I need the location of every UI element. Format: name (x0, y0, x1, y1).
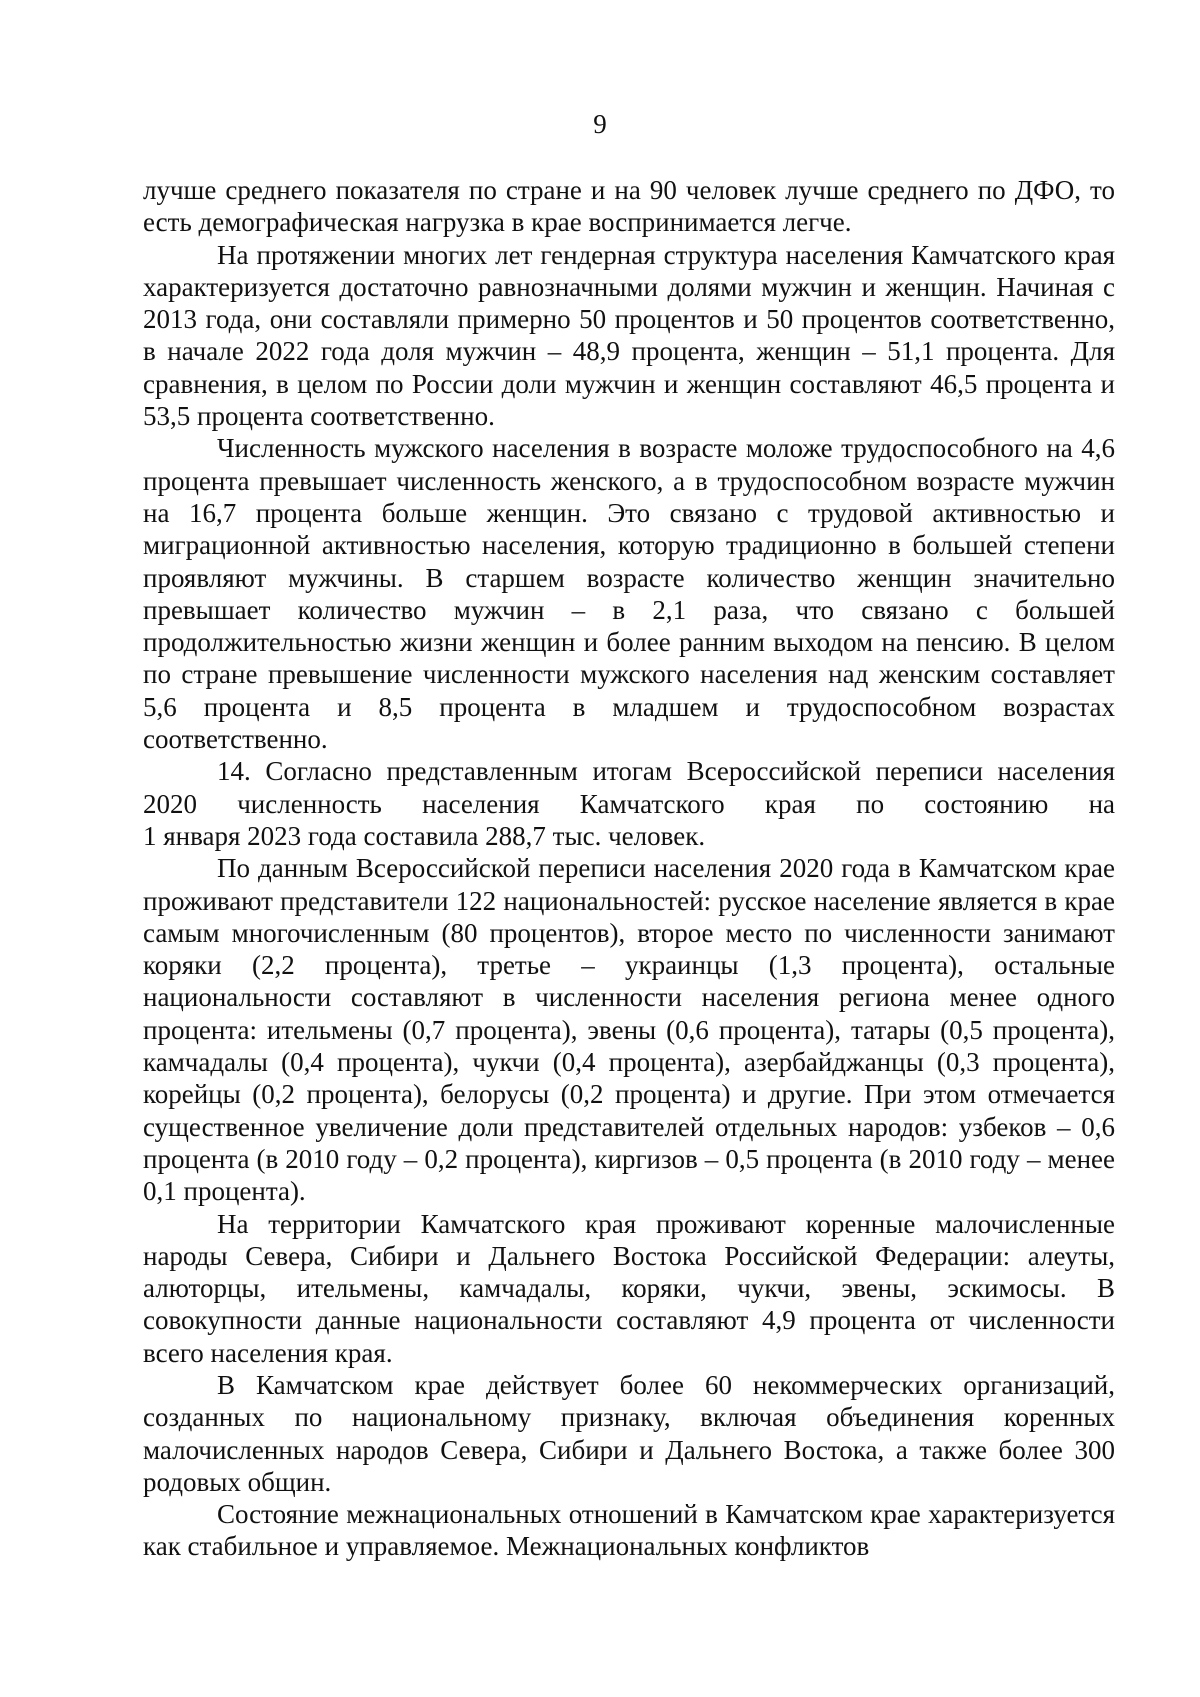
paragraph-census-population: 14. Согласно представленным итогам Всероссийской переписи населения 2020 численность населения Камчатского края по состоянию на (143, 756, 1115, 819)
paragraph-nonprofit-organizations: В Камчатском крае действует более 60 некоммерческих организаций, созданных по национальному признаку, включая объединения коренных малочисленных народов Севера, Сибири и Дальнего Востока, а также более 300 родовых общин. (143, 1369, 1115, 1497)
paragraph-nationalities: По данным Всероссийской переписи населения 2020 года в Камчатском крае проживают представители 122 национальностей: русское население является в крае самым многочисленным (80 процентов), второе место по численности занимают коряки (2,2 процента), третье – украинцы (1,3 процента), остальные национальности составляют в численности населения региона менее одного процента: ительмены (0,7 процента), эвены (0,6 процента), татары (0,5 процента), камчадалы (0,4 процента), чукчи (0,4 процента), азербайджанцы (0,3 процента), корейцы (0,2 процента), белорусы (0,2 процента) и другие. При этом отмечается существенное увеличение доли представителей отдельных народов: узбеков – 0,6 процента (в 2010 году – 0,2 процента), киргизов – 0,5 процента (в 2010 году – менее 0,1 процента). (143, 853, 1115, 1207)
paragraph-male-population: Численность мужского населения в возрасте моложе трудоспособного на 4,6 процента превышает численность женского, а в трудоспособном возрасте мужчин на 16,7 процента больше женщин. Это связано с трудовой активностью и миграционной активностью населения, которую традиционно в большей степени проявляют мужчины. В старшем возрасте количество женщин значительно превышает количество мужчин – в 2,1 раза, что связано с большей продолжительностью жизни женщин и более ранним выходом на пенсию. В целом по стране превышение численности мужского населения над женским составляет 5,6 процента и 8,5 процента в младшем и трудоспособном возрастах соответственно. (143, 433, 1115, 755)
paragraph-gender-structure: На протяжении многих лет гендерная структура населения Камчатского края характеризуется достаточно равнозначными долями мужчин и женщин. Начиная с 2013 года, они составляли примерно 50 процентов и 50 процентов соответственно, в начале 2022 года доля мужчин – 48,9 процента, женщин – 51,1 процента. Для сравнения, в целом по России доли мужчин и женщин составляют 46,5 процента и 53,5 процента соответственно. (143, 239, 1115, 432)
paragraph-indigenous-peoples: На территории Камчатского края проживают коренные малочисленные народы Севера, Сибири и Дальнего Востока Российской Федерации: алеуты, алюторцы, ительмены, камчадалы, коряки, чукчи, эвены, эскимосы. В совокупности данные национальности составляют 4,9 процента от численности всего населения края. (143, 1208, 1115, 1368)
paragraph-interethnic-relations: Состояние межнациональных отношений в Камчатском крае характеризуется как стабильное и управляемое. Межнациональных конфликтов (143, 1499, 1115, 1562)
paragraph-census-population-end: 1 января 2023 года составила 288,7 тыс. человек. (143, 820, 706, 851)
document-body (143, 174, 1115, 1563)
page-number: 9 (593, 109, 607, 139)
paragraph-continued: лучше среднего показателя по стране и на 90 человек лучше среднего по ДФО, то есть демографическая нагрузка в крае воспринимается легче. (143, 175, 1115, 238)
